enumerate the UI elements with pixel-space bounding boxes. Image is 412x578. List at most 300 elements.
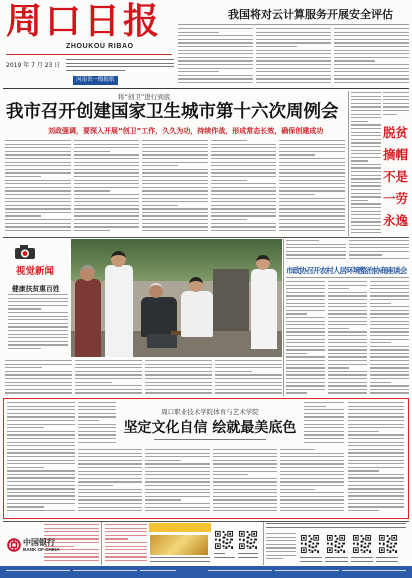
text-line <box>266 555 296 556</box>
text-line <box>74 176 140 177</box>
text-line <box>78 424 116 425</box>
page-footer <box>0 566 412 578</box>
text-column <box>275 570 339 574</box>
text-line <box>5 382 72 383</box>
text-line <box>211 140 247 141</box>
text-line <box>75 392 142 393</box>
text-line <box>279 144 345 145</box>
lead-story-headline[interactable]: 我市召开创建国家卫生城市第十六次周例会 <box>6 102 339 122</box>
text-line <box>370 367 409 368</box>
text-line <box>5 219 71 220</box>
text-line <box>300 561 322 562</box>
text-line <box>211 180 247 181</box>
text-line <box>279 176 345 177</box>
text-line <box>105 538 128 539</box>
text-line <box>215 389 282 390</box>
text-line <box>256 53 331 54</box>
culture-story-left-column <box>7 402 75 514</box>
text-line <box>286 374 325 375</box>
text-line <box>142 144 208 145</box>
text-line <box>66 59 174 60</box>
text-line <box>286 303 325 304</box>
text-line <box>266 527 406 528</box>
text-line <box>213 492 277 493</box>
text-line <box>5 378 72 379</box>
text-line <box>74 187 140 188</box>
text-line <box>78 478 142 479</box>
text-line <box>8 301 68 302</box>
text-line <box>286 299 325 300</box>
text-line <box>178 50 253 51</box>
text-line <box>8 344 68 345</box>
text-line <box>256 35 331 36</box>
text-line <box>145 492 209 493</box>
text-line <box>349 258 409 259</box>
text-line <box>7 416 75 417</box>
text-line <box>256 64 331 65</box>
text-line <box>256 71 331 72</box>
text-line <box>328 382 367 383</box>
text-line <box>145 503 209 504</box>
text-line <box>178 28 253 29</box>
culture-story-upper-left <box>78 402 116 446</box>
text-line <box>8 298 68 299</box>
right-doctor-head <box>256 255 270 270</box>
text-line <box>145 389 212 390</box>
text-line <box>280 485 344 486</box>
text-line <box>328 292 367 293</box>
text-line <box>105 546 147 547</box>
text-line <box>256 60 331 61</box>
text-line <box>178 68 253 69</box>
text-line <box>142 205 178 206</box>
text-column <box>75 360 142 396</box>
text-line <box>7 413 75 414</box>
text-line <box>78 416 116 417</box>
text-line <box>74 212 140 213</box>
text-line <box>211 187 277 188</box>
text-line <box>211 198 277 199</box>
right-ad-text <box>266 533 296 563</box>
right-ad-header-text <box>266 523 406 531</box>
right-ad-qr-caption <box>300 557 398 562</box>
text-line <box>286 240 319 241</box>
text-line <box>238 557 259 558</box>
text-column <box>376 557 398 562</box>
text-line <box>279 180 345 181</box>
text-line <box>351 171 381 172</box>
lead-column-divider <box>348 91 349 236</box>
text-line <box>334 39 409 40</box>
text-line <box>142 198 208 199</box>
text-line <box>142 194 208 195</box>
text-line <box>279 187 345 188</box>
text-line <box>7 456 75 457</box>
text-line <box>215 364 282 365</box>
text-line <box>8 312 68 313</box>
text-line <box>328 371 367 372</box>
text-line <box>370 328 409 329</box>
text-line <box>370 364 409 365</box>
text-line <box>370 281 409 282</box>
text-line <box>66 63 174 64</box>
text-line <box>215 392 282 393</box>
text-line <box>178 46 253 47</box>
text-line <box>8 294 68 295</box>
text-line <box>74 190 110 191</box>
text-line <box>150 557 210 558</box>
seated-doctor-head <box>189 277 203 292</box>
text-column <box>178 28 253 84</box>
text-line <box>351 229 381 230</box>
text-line <box>208 570 272 571</box>
text-line <box>279 223 345 224</box>
text-line <box>328 321 367 322</box>
text-column <box>154 439 266 443</box>
text-line <box>280 492 344 493</box>
text-line <box>286 251 346 252</box>
text-line <box>280 449 315 450</box>
text-line <box>211 223 277 224</box>
text-line <box>286 353 307 354</box>
text-line <box>7 506 44 507</box>
text-line <box>145 496 209 497</box>
text-column <box>348 402 404 514</box>
text-line <box>74 223 140 224</box>
text-line <box>348 499 404 500</box>
text-line <box>145 392 212 393</box>
text-column <box>73 570 137 574</box>
text-line <box>280 503 344 504</box>
text-line <box>348 510 379 511</box>
text-line <box>5 176 41 177</box>
text-column <box>325 557 347 562</box>
text-line <box>211 230 277 231</box>
text-line <box>351 132 381 133</box>
culture-story-kicker: 周口职业技术学院体育与艺术学院 <box>161 408 259 416</box>
text-line <box>142 151 208 152</box>
text-line <box>142 219 208 220</box>
right-story-rule <box>286 277 409 278</box>
text-line <box>304 424 344 425</box>
text-line <box>328 374 367 375</box>
text-line <box>44 535 99 536</box>
text-line <box>215 374 282 375</box>
text-line <box>7 492 75 493</box>
text-line <box>5 162 71 163</box>
qr-code-icon <box>214 530 234 550</box>
text-line <box>213 499 277 500</box>
text-line <box>370 285 409 286</box>
text-line <box>370 335 409 336</box>
right-ad[interactable] <box>264 522 409 565</box>
text-line <box>370 371 409 372</box>
text-line <box>7 409 75 410</box>
text-line <box>5 169 71 170</box>
text-line <box>105 535 147 536</box>
text-line <box>370 378 409 379</box>
text-line <box>6 570 70 571</box>
text-line <box>178 60 253 61</box>
text-line <box>74 147 140 148</box>
text-line <box>211 162 277 163</box>
text-column <box>142 140 208 233</box>
text-column <box>351 557 373 562</box>
text-line <box>5 151 71 152</box>
text-line <box>78 434 116 435</box>
side-story-headline[interactable]: 脱贫摘帽不是一劳永逸 <box>383 125 409 228</box>
text-line <box>279 198 345 199</box>
text-line <box>5 172 71 173</box>
text-line <box>351 557 373 558</box>
text-line <box>383 103 409 104</box>
previous-story-tail <box>286 240 409 260</box>
text-line <box>8 348 41 349</box>
text-line <box>328 392 367 393</box>
text-line <box>370 317 409 318</box>
text-line <box>211 165 277 166</box>
text-line <box>74 154 140 155</box>
text-line <box>105 524 147 525</box>
text-line <box>75 360 142 361</box>
text-column <box>286 240 346 260</box>
text-line <box>78 406 116 407</box>
text-line <box>7 495 75 496</box>
side-story-intro <box>383 92 409 118</box>
middle-ad[interactable] <box>102 522 262 565</box>
masthead-underline <box>6 54 172 55</box>
masthead-pinyin: ZHOUKOU RIBAO <box>66 43 134 50</box>
text-line <box>145 510 209 511</box>
text-column <box>5 360 72 396</box>
text-line <box>74 226 140 227</box>
qr-code-icon <box>378 534 398 554</box>
text-line <box>286 313 307 314</box>
text-line <box>348 495 404 496</box>
text-line <box>211 226 277 227</box>
text-line <box>325 557 347 558</box>
text-line <box>348 470 379 471</box>
text-line <box>145 382 212 383</box>
standing-doctor-body <box>105 265 133 357</box>
text-line <box>351 561 373 562</box>
text-line <box>145 374 212 375</box>
top-story-headline[interactable]: 我国将对云计算服务开展安全评估 <box>228 8 393 21</box>
text-line <box>280 496 344 497</box>
text-line <box>334 71 409 72</box>
text-line <box>351 121 368 122</box>
text-line <box>280 474 344 475</box>
culture-story-right-column <box>348 402 404 514</box>
text-line <box>383 96 409 97</box>
text-line <box>328 356 367 357</box>
text-line <box>214 557 235 558</box>
text-line <box>286 288 325 289</box>
text-line <box>5 385 72 386</box>
text-line <box>145 481 209 482</box>
text-line <box>78 510 142 511</box>
text-line <box>105 542 147 543</box>
text-line <box>213 449 277 450</box>
text-line <box>351 167 381 168</box>
text-line <box>334 42 409 43</box>
middle-ad-text <box>105 524 147 562</box>
text-line <box>211 194 277 195</box>
text-line <box>178 42 253 43</box>
text-line <box>279 226 345 227</box>
text-line <box>213 471 277 472</box>
text-line <box>304 438 344 439</box>
text-line <box>178 35 253 36</box>
text-line <box>334 35 409 36</box>
middle-ad-footer-text <box>150 557 210 563</box>
text-line <box>280 467 344 468</box>
text-line <box>286 306 325 307</box>
text-line <box>78 499 142 500</box>
text-line <box>74 230 110 231</box>
culture-story-headline[interactable]: 坚定文化自信 绘就最美底色 <box>123 420 297 436</box>
text-line <box>370 353 409 354</box>
text-line <box>351 200 368 201</box>
text-column <box>208 570 272 574</box>
text-line <box>279 154 315 155</box>
news-photo[interactable] <box>71 239 282 357</box>
text-line <box>74 183 140 184</box>
text-line <box>7 402 75 403</box>
text-line <box>211 158 277 159</box>
text-line <box>351 117 381 118</box>
text-line <box>349 254 382 255</box>
text-line <box>213 467 277 468</box>
text-line <box>78 453 142 454</box>
text-line <box>376 561 398 562</box>
text-line <box>279 219 345 220</box>
text-line <box>211 144 277 145</box>
text-line <box>74 201 140 202</box>
text-line <box>279 201 345 202</box>
text-line <box>351 135 381 136</box>
text-line <box>145 371 212 372</box>
text-line <box>211 201 277 202</box>
text-line <box>348 452 404 453</box>
text-line <box>348 416 404 417</box>
text-line <box>8 319 68 320</box>
text-line <box>286 310 325 311</box>
text-line <box>351 203 381 204</box>
text-column <box>6 570 70 574</box>
text-line <box>351 160 368 161</box>
text-line <box>256 46 297 47</box>
text-line <box>142 180 208 181</box>
footer-text <box>6 570 406 574</box>
text-line <box>213 481 277 482</box>
text-line <box>370 374 409 375</box>
text-line <box>328 299 367 300</box>
text-line <box>256 68 331 69</box>
text-line <box>304 409 344 410</box>
text-line <box>78 507 142 508</box>
text-line <box>211 219 247 220</box>
text-line <box>348 488 404 489</box>
right-story-headline[interactable]: 市政协召开农村人居环境整治协商座谈会 <box>286 266 407 275</box>
text-line <box>286 331 325 332</box>
text-column <box>74 140 140 233</box>
text-line <box>351 221 381 222</box>
text-line <box>44 528 99 529</box>
text-line <box>145 463 209 464</box>
text-line <box>280 463 344 464</box>
text-line <box>279 215 345 216</box>
text-line <box>142 165 178 166</box>
text-line <box>279 158 345 159</box>
text-line <box>304 416 344 417</box>
bank-name-english: BANK OF CHINA <box>23 547 60 552</box>
text-line <box>279 190 345 191</box>
culture-story-upper-right <box>304 402 344 446</box>
text-line <box>74 180 140 181</box>
text-line <box>286 392 307 393</box>
seated-doctor-body <box>181 291 213 337</box>
text-line <box>142 176 208 177</box>
text-line <box>213 460 277 461</box>
right-story-body <box>286 281 409 395</box>
text-line <box>215 378 282 379</box>
text-line <box>145 489 209 490</box>
text-line <box>215 360 282 361</box>
text-line <box>211 147 277 148</box>
text-line <box>211 212 277 213</box>
text-line <box>328 367 349 368</box>
text-line <box>351 218 381 219</box>
text-line <box>351 146 381 147</box>
text-column <box>150 557 210 563</box>
text-line <box>334 82 409 83</box>
text-line <box>348 434 404 435</box>
text-line <box>304 413 344 414</box>
text-line <box>178 64 253 65</box>
text-line <box>256 39 331 40</box>
text-line <box>370 299 409 300</box>
text-line <box>256 57 331 58</box>
text-line <box>44 560 99 561</box>
text-line <box>351 99 381 100</box>
text-line <box>145 449 209 450</box>
text-line <box>178 78 253 79</box>
text-line <box>351 103 381 104</box>
text-line <box>75 374 142 375</box>
text-line <box>266 558 283 559</box>
text-line <box>370 349 409 350</box>
elderly-woman-head <box>80 265 95 281</box>
text-line <box>351 207 381 208</box>
text-line <box>256 78 331 79</box>
text-line <box>334 53 409 54</box>
text-line <box>351 185 381 186</box>
text-line <box>78 463 142 464</box>
text-line <box>383 99 409 100</box>
text-line <box>213 503 277 504</box>
text-column <box>266 523 406 531</box>
text-line <box>178 32 219 33</box>
text-line <box>66 66 174 67</box>
text-line <box>7 449 75 450</box>
text-line <box>5 205 71 206</box>
text-line <box>5 223 71 224</box>
text-line <box>75 378 142 379</box>
text-line <box>142 140 208 141</box>
text-line <box>370 331 409 332</box>
text-line <box>211 205 277 206</box>
